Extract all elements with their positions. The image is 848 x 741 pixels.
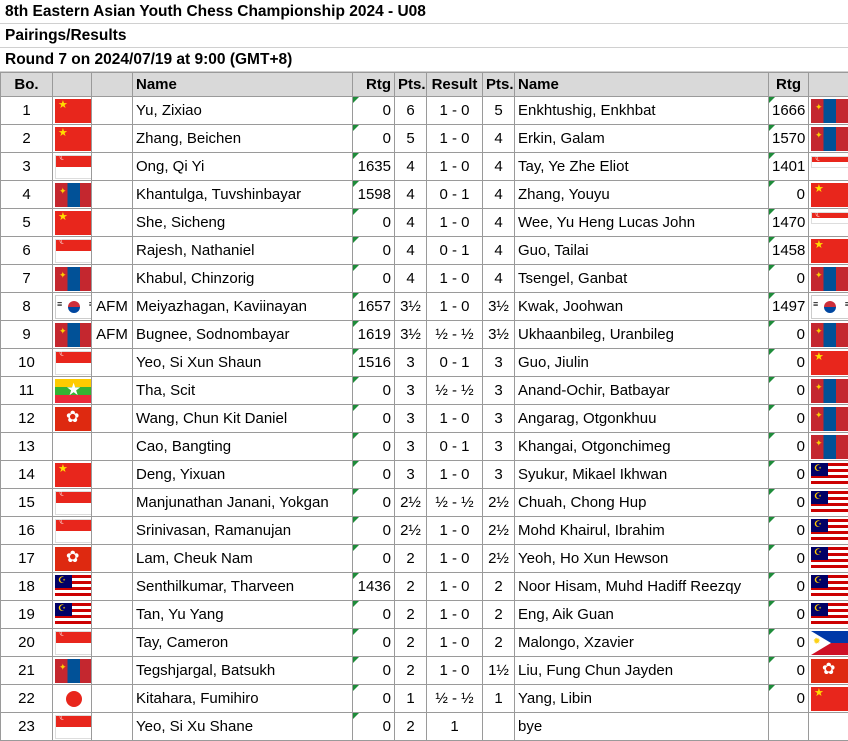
white-name: Zhang, Beichen — [133, 125, 353, 153]
white-flag-icon — [53, 713, 92, 741]
black-points: 1½ — [483, 657, 515, 685]
black-flag-icon — [809, 461, 848, 489]
black-rating: 0 — [769, 433, 809, 461]
col-black-points: Pts. — [483, 73, 515, 97]
white-flag-icon — [53, 517, 92, 545]
board-number: 22 — [1, 685, 53, 713]
result: 1 - 0 — [427, 209, 483, 237]
white-name: Tan, Yu Yang — [133, 601, 353, 629]
white-rating: 0 — [353, 545, 395, 573]
table-row — [1, 685, 848, 713]
white-points: 3 — [395, 405, 427, 433]
white-name: Khabul, Chinzorig — [133, 265, 353, 293]
black-flag-icon — [809, 713, 848, 741]
black-points: 5 — [483, 97, 515, 125]
white-title — [92, 489, 133, 517]
black-points: 2 — [483, 573, 515, 601]
table-row — [1, 321, 848, 349]
white-name: Meiyazhagan, Kaviinayan — [133, 293, 353, 321]
black-flag-icon — [809, 405, 848, 433]
white-points: 2½ — [395, 517, 427, 545]
black-name: Ukhaanbileg, Uranbileg — [515, 321, 769, 349]
white-points: 2 — [395, 657, 427, 685]
white-points: 4 — [395, 237, 427, 265]
white-rating: 0 — [353, 97, 395, 125]
white-rating: 0 — [353, 685, 395, 713]
white-title — [92, 433, 133, 461]
result: 1 - 0 — [427, 517, 483, 545]
board-number: 11 — [1, 377, 53, 405]
white-title — [92, 237, 133, 265]
black-name: Tsengel, Ganbat — [515, 265, 769, 293]
white-points: 2 — [395, 545, 427, 573]
white-rating: 0 — [353, 377, 395, 405]
pairings-table — [0, 72, 848, 741]
white-points: 2 — [395, 629, 427, 657]
table-row — [1, 209, 848, 237]
white-name: Rajesh, Nathaniel — [133, 237, 353, 265]
black-rating: 1666 — [769, 97, 809, 125]
white-name: Ong, Qi Yi — [133, 153, 353, 181]
result: 1 - 0 — [427, 405, 483, 433]
result: 1 - 0 — [427, 545, 483, 573]
black-flag-icon — [809, 97, 848, 125]
result: 1 - 0 — [427, 573, 483, 601]
black-name: Anand-Ochir, Batbayar — [515, 377, 769, 405]
col-white-name: Name — [133, 73, 353, 97]
black-flag-icon — [809, 517, 848, 545]
white-rating: 0 — [353, 237, 395, 265]
white-points: 4 — [395, 265, 427, 293]
black-flag-icon — [809, 349, 848, 377]
black-points: 3 — [483, 433, 515, 461]
white-rating: 0 — [353, 265, 395, 293]
white-name: Yu, Zixiao — [133, 97, 353, 125]
black-points: 4 — [483, 265, 515, 293]
result: 1 - 0 — [427, 153, 483, 181]
result: 0 - 1 — [427, 433, 483, 461]
black-points: 2 — [483, 629, 515, 657]
white-rating: 0 — [353, 125, 395, 153]
white-flag-icon — [53, 349, 92, 377]
black-name: Yeoh, Ho Xun Hewson — [515, 545, 769, 573]
black-rating: 0 — [769, 601, 809, 629]
white-title — [92, 517, 133, 545]
white-flag-icon — [53, 629, 92, 657]
white-points: 2 — [395, 573, 427, 601]
black-points: 2½ — [483, 517, 515, 545]
white-name: Bugnee, Sodnombayar — [133, 321, 353, 349]
board-number: 14 — [1, 461, 53, 489]
black-name: Angarag, Otgonkhuu — [515, 405, 769, 433]
white-points: 4 — [395, 153, 427, 181]
col-white-rating: Rtg — [353, 73, 395, 97]
white-points: 3 — [395, 433, 427, 461]
result: 1 - 0 — [427, 601, 483, 629]
result: ½ - ½ — [427, 489, 483, 517]
white-rating: 0 — [353, 629, 395, 657]
black-points: 2½ — [483, 545, 515, 573]
black-rating: 0 — [769, 377, 809, 405]
board-number: 10 — [1, 349, 53, 377]
table-row — [1, 629, 848, 657]
black-rating: 0 — [769, 657, 809, 685]
white-name: Yeo, Si Xun Shaun — [133, 349, 353, 377]
black-name: bye — [515, 713, 769, 741]
black-name: Malongo, Xzavier — [515, 629, 769, 657]
board-number: 19 — [1, 601, 53, 629]
white-title — [92, 657, 133, 685]
white-title — [92, 685, 133, 713]
white-flag-icon — [53, 573, 92, 601]
black-points: 2½ — [483, 489, 515, 517]
black-name: Chuah, Chong Hup — [515, 489, 769, 517]
black-flag-icon — [809, 293, 848, 321]
black-points: 4 — [483, 181, 515, 209]
black-points: 1 — [483, 685, 515, 713]
white-rating: 1516 — [353, 349, 395, 377]
white-flag-icon — [53, 657, 92, 685]
white-name: Tay, Cameron — [133, 629, 353, 657]
black-points: 3 — [483, 461, 515, 489]
black-rating: 1497 — [769, 293, 809, 321]
black-flag-icon — [809, 321, 848, 349]
white-title — [92, 545, 133, 573]
black-points: 4 — [483, 237, 515, 265]
black-rating: 1458 — [769, 237, 809, 265]
board-number: 2 — [1, 125, 53, 153]
white-title — [92, 265, 133, 293]
table-row — [1, 489, 848, 517]
black-rating: 0 — [769, 517, 809, 545]
white-title: AFM — [92, 293, 133, 321]
col-white-title — [92, 73, 133, 97]
white-title — [92, 601, 133, 629]
white-title — [92, 461, 133, 489]
white-name: She, Sicheng — [133, 209, 353, 237]
white-flag-icon — [53, 489, 92, 517]
white-flag-icon — [53, 321, 92, 349]
black-points: 3 — [483, 377, 515, 405]
white-name: Tha, Scit — [133, 377, 353, 405]
pairings-subtitle: Pairings/Results — [0, 24, 848, 48]
board-number: 9 — [1, 321, 53, 349]
table-row — [1, 517, 848, 545]
white-flag-icon — [53, 461, 92, 489]
result: 1 - 0 — [427, 265, 483, 293]
white-title — [92, 181, 133, 209]
board-number: 20 — [1, 629, 53, 657]
black-rating: 0 — [769, 461, 809, 489]
black-points: 3 — [483, 349, 515, 377]
black-flag-icon — [809, 573, 848, 601]
table-row — [1, 461, 848, 489]
white-name: Deng, Yixuan — [133, 461, 353, 489]
white-points: 3½ — [395, 321, 427, 349]
white-points: 3 — [395, 461, 427, 489]
result: 1 - 0 — [427, 461, 483, 489]
table-row — [1, 181, 848, 209]
result: 1 - 0 — [427, 125, 483, 153]
black-rating: 1570 — [769, 125, 809, 153]
black-flag-icon — [809, 601, 848, 629]
white-points: 5 — [395, 125, 427, 153]
black-rating: 0 — [769, 405, 809, 433]
white-flag-icon — [53, 153, 92, 181]
black-flag-icon — [809, 237, 848, 265]
white-rating: 1657 — [353, 293, 395, 321]
white-flag-icon — [53, 125, 92, 153]
white-name: Tegshjargal, Batsukh — [133, 657, 353, 685]
black-rating: 0 — [769, 349, 809, 377]
board-number: 23 — [1, 713, 53, 741]
black-name: Kwak, Joohwan — [515, 293, 769, 321]
black-name: Khangai, Otgonchimeg — [515, 433, 769, 461]
white-rating: 0 — [353, 405, 395, 433]
white-name: Yeo, Si Xu Shane — [133, 713, 353, 741]
black-points — [483, 713, 515, 741]
black-points: 4 — [483, 209, 515, 237]
board-number: 17 — [1, 545, 53, 573]
black-rating: 0 — [769, 685, 809, 713]
header-row — [1, 73, 848, 97]
white-rating: 0 — [353, 517, 395, 545]
white-rating: 0 — [353, 209, 395, 237]
black-flag-icon — [809, 489, 848, 517]
black-rating: 1401 — [769, 153, 809, 181]
white-title — [92, 97, 133, 125]
black-rating: 1470 — [769, 209, 809, 237]
black-points: 2 — [483, 601, 515, 629]
white-rating: 0 — [353, 657, 395, 685]
board-number: 7 — [1, 265, 53, 293]
white-rating: 1436 — [353, 573, 395, 601]
white-rating: 0 — [353, 461, 395, 489]
white-points: 2 — [395, 713, 427, 741]
black-name: Liu, Fung Chun Jayden — [515, 657, 769, 685]
white-name: Cao, Bangting — [133, 433, 353, 461]
white-flag-icon — [53, 377, 92, 405]
black-flag-icon — [809, 545, 848, 573]
table-row — [1, 601, 848, 629]
board-number: 12 — [1, 405, 53, 433]
white-title — [92, 629, 133, 657]
white-title — [92, 405, 133, 433]
black-flag-icon — [809, 629, 848, 657]
table-row — [1, 377, 848, 405]
black-rating: 0 — [769, 265, 809, 293]
white-title — [92, 125, 133, 153]
white-points: 2 — [395, 601, 427, 629]
board-number: 6 — [1, 237, 53, 265]
table-row — [1, 349, 848, 377]
result: 1 — [427, 713, 483, 741]
white-points: 1 — [395, 685, 427, 713]
table-row — [1, 153, 848, 181]
white-title: AFM — [92, 321, 133, 349]
white-name: Kitahara, Fumihiro — [133, 685, 353, 713]
col-board: Bo. — [1, 73, 53, 97]
black-name: Zhang, Youyu — [515, 181, 769, 209]
black-flag-icon — [809, 125, 848, 153]
black-flag-icon — [809, 685, 848, 713]
table-row — [1, 433, 848, 461]
white-flag-icon — [53, 433, 92, 461]
table-row — [1, 265, 848, 293]
board-number: 21 — [1, 657, 53, 685]
white-rating: 1598 — [353, 181, 395, 209]
table-row — [1, 405, 848, 433]
tournament-title: 8th Eastern Asian Youth Chess Championship 2024 - U08 — [0, 0, 848, 24]
black-rating — [769, 713, 809, 741]
black-rating: 0 — [769, 545, 809, 573]
white-flag-icon — [53, 265, 92, 293]
result: ½ - ½ — [427, 685, 483, 713]
white-points: 4 — [395, 209, 427, 237]
white-rating: 0 — [353, 489, 395, 517]
col-white-points: Pts. — [395, 73, 427, 97]
white-title — [92, 377, 133, 405]
white-rating: 0 — [353, 713, 395, 741]
table-row — [1, 545, 848, 573]
white-points: 4 — [395, 181, 427, 209]
board-number: 5 — [1, 209, 53, 237]
black-flag-icon — [809, 657, 848, 685]
white-name: Srinivasan, Ramanujan — [133, 517, 353, 545]
white-name: Senthilkumar, Tharveen — [133, 573, 353, 601]
white-flag-icon — [53, 181, 92, 209]
white-flag-icon — [53, 545, 92, 573]
result: 1 - 0 — [427, 97, 483, 125]
black-name: Mohd Khairul, Ibrahim — [515, 517, 769, 545]
result: ½ - ½ — [427, 377, 483, 405]
table-row — [1, 713, 848, 741]
board-number: 18 — [1, 573, 53, 601]
result: 1 - 0 — [427, 293, 483, 321]
white-rating: 1619 — [353, 321, 395, 349]
board-number: 13 — [1, 433, 53, 461]
black-name: Eng, Aik Guan — [515, 601, 769, 629]
black-flag-icon — [809, 433, 848, 461]
col-black-name: Name — [515, 73, 769, 97]
black-points: 3½ — [483, 293, 515, 321]
white-rating: 0 — [353, 433, 395, 461]
board-number: 3 — [1, 153, 53, 181]
black-name: Erkin, Galam — [515, 125, 769, 153]
white-flag-icon — [53, 685, 92, 713]
table-row — [1, 97, 848, 125]
board-number: 4 — [1, 181, 53, 209]
black-name: Guo, Jiulin — [515, 349, 769, 377]
white-name: Khantulga, Tuvshinbayar — [133, 181, 353, 209]
black-points: 4 — [483, 153, 515, 181]
black-rating: 0 — [769, 181, 809, 209]
board-number: 16 — [1, 517, 53, 545]
black-flag-icon — [809, 265, 848, 293]
round-info: Round 7 on 2024/07/19 at 9:00 (GMT+8) — [0, 48, 848, 72]
col-white-flag — [53, 73, 92, 97]
white-points: 3 — [395, 349, 427, 377]
white-points: 6 — [395, 97, 427, 125]
black-rating: 0 — [769, 629, 809, 657]
black-rating: 0 — [769, 489, 809, 517]
result: 1 - 0 — [427, 657, 483, 685]
white-title — [92, 209, 133, 237]
white-name: Lam, Cheuk Nam — [133, 545, 353, 573]
white-points: 3 — [395, 377, 427, 405]
black-name: Tay, Ye Zhe Eliot — [515, 153, 769, 181]
result: 0 - 1 — [427, 349, 483, 377]
black-points: 4 — [483, 125, 515, 153]
table-row — [1, 237, 848, 265]
white-rating: 1635 — [353, 153, 395, 181]
result: 1 - 0 — [427, 629, 483, 657]
black-flag-icon — [809, 209, 848, 237]
black-name: Wee, Yu Heng Lucas John — [515, 209, 769, 237]
white-flag-icon — [53, 601, 92, 629]
white-title — [92, 153, 133, 181]
black-rating: 0 — [769, 321, 809, 349]
table-row — [1, 293, 848, 321]
result: 0 - 1 — [427, 181, 483, 209]
white-flag-icon — [53, 293, 92, 321]
white-title — [92, 573, 133, 601]
board-number: 15 — [1, 489, 53, 517]
white-flag-icon — [53, 405, 92, 433]
black-points: 3½ — [483, 321, 515, 349]
black-points: 3 — [483, 405, 515, 433]
black-flag-icon — [809, 377, 848, 405]
white-name: Wang, Chun Kit Daniel — [133, 405, 353, 433]
board-number: 1 — [1, 97, 53, 125]
board-number: 8 — [1, 293, 53, 321]
table-row — [1, 573, 848, 601]
white-rating: 0 — [353, 601, 395, 629]
table-row — [1, 657, 848, 685]
white-title — [92, 349, 133, 377]
white-flag-icon — [53, 209, 92, 237]
col-black-flag — [809, 73, 848, 97]
white-points: 2½ — [395, 489, 427, 517]
black-name: Noor Hisam, Muhd Hadiff Reezqy — [515, 573, 769, 601]
white-title — [92, 713, 133, 741]
col-result: Result — [427, 73, 483, 97]
black-flag-icon — [809, 153, 848, 181]
black-flag-icon — [809, 181, 848, 209]
white-name: Manjunathan Janani, Yokgan — [133, 489, 353, 517]
black-rating: 0 — [769, 573, 809, 601]
white-points: 3½ — [395, 293, 427, 321]
black-name: Guo, Tailai — [515, 237, 769, 265]
result: ½ - ½ — [427, 321, 483, 349]
result: 0 - 1 — [427, 237, 483, 265]
white-flag-icon — [53, 237, 92, 265]
black-name: Syukur, Mikael Ikhwan — [515, 461, 769, 489]
table-row — [1, 125, 848, 153]
black-name: Yang, Libin — [515, 685, 769, 713]
col-black-rating: Rtg — [769, 73, 809, 97]
white-flag-icon — [53, 97, 92, 125]
black-name: Enkhtushig, Enkhbat — [515, 97, 769, 125]
